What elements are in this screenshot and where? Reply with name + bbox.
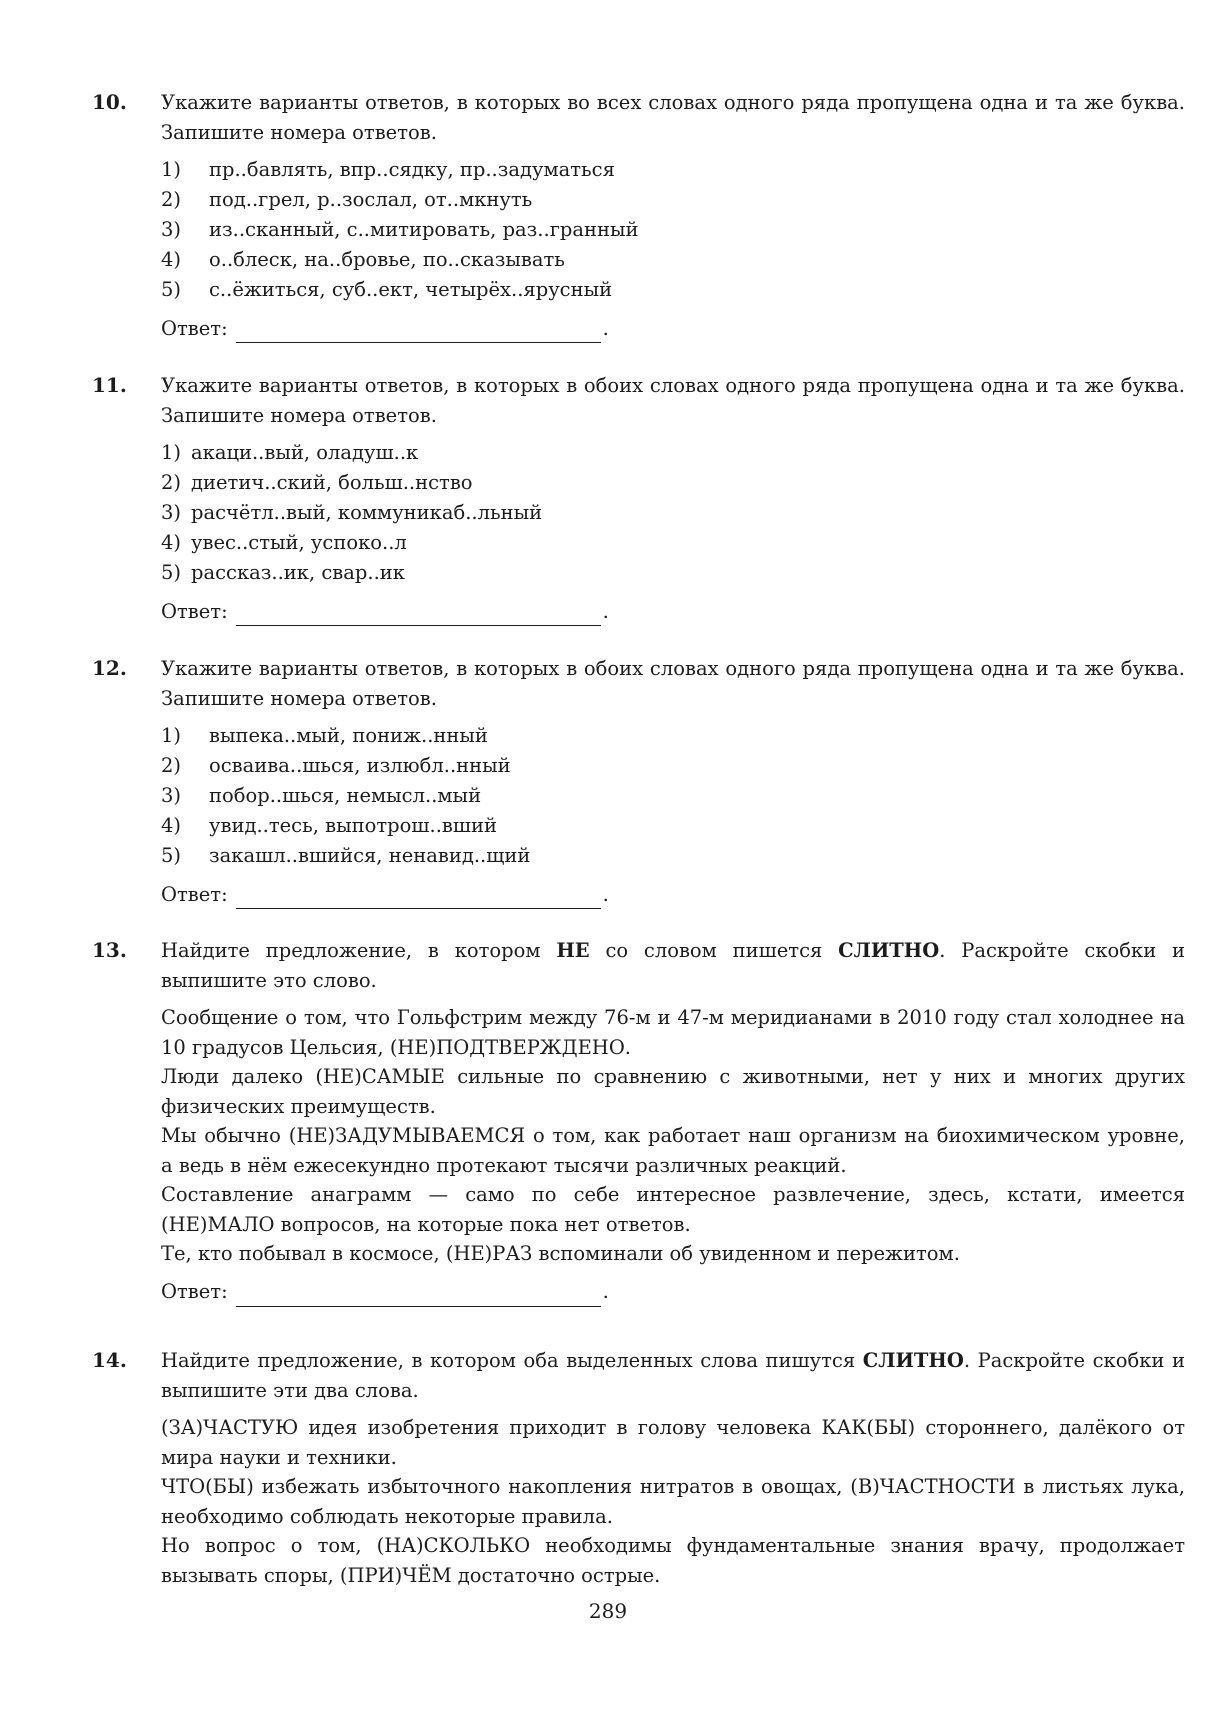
list-item: 4) увид..тесь, выпотрош..вший (161, 814, 497, 837)
list-item: 1) выпека..мый, пониж..нный (161, 724, 488, 747)
list-item: 3) побор..шься, немысл..мый (161, 784, 482, 807)
sentence: Люди далеко (НЕ)САМЫЕ сильные по сравнению с животными, нет у них и многих других физических преимуществ. (161, 1065, 1185, 1118)
task-question: Укажите варианты ответов, в которых в обоих словах одного ряда пропущена одна и та же буква. Запишите номера ответов. (161, 657, 1185, 710)
sentences-block (161, 1003, 1185, 1269)
sentence: Мы обычно (НЕ)ЗАДУМЫВАЕМСЯ о том, как работает наш организм на биохимическом уровне, а ведь в нём ежесекундно протекают тысячи различных реакций. (161, 1124, 1185, 1177)
task-number: 10. (92, 90, 127, 114)
sentences-block (161, 1413, 1185, 1590)
sentence: Но вопрос о том, (НА)СКОЛЬКО необходимы фундаментальные знания врачу, продолжает вызывать споры, (ПРИ)ЧЁМ достаточно острые. (161, 1534, 1185, 1587)
list-item: 4) о..блеск, на..бровье, по..сказывать (161, 248, 565, 271)
task-question: Найдите предложение, в котором оба выделенных слова пишутся СЛИТНО. Раскройте скобки и выпишите эти два слова. (161, 1349, 1185, 1402)
task-question: Найдите предложение, в котором НЕ со словом пишется СЛИТНО. Раскройте скобки и выпишите это слово. (161, 939, 1185, 992)
sentence: Те, кто побывал в космосе, (НЕ)РАЗ вспоминали об увиденном и пережитом. (161, 1242, 960, 1265)
task-question: Укажите варианты ответов, в которых в обоих словах одного ряда пропущена одна и та же буква. Запишите номера ответов. (161, 374, 1185, 427)
answer-field[interactable]: Ответ: . (161, 879, 1185, 909)
answer-label: Ответ: (161, 316, 228, 340)
list-item: 1) пр..бавлять, впр..сядку, пр..задуматься (161, 158, 615, 181)
answer-field[interactable]: Ответ: . (161, 1277, 1185, 1307)
task-number: 11. (92, 373, 127, 397)
task-number: 14. (92, 1348, 127, 1372)
list-item: 4) увес..стый, успоко..л (161, 531, 407, 554)
sentence: (ЗА)ЧАСТУЮ идея изобретения приходит в голову человека КАК(БЫ) стороннего, далёкого от мира науки и техники. (161, 1416, 1185, 1469)
list-item: 2) под..грел, р..зослал, от..мкнуть (161, 188, 533, 211)
task-question: Укажите варианты ответов, в которых во всех словах одного ряда пропущена одна и та же буква. Запишите номера ответов. (161, 91, 1185, 144)
sentence: Составление анаграмм — само по себе интересное развлечение, здесь, кстати, имеется (НЕ)МАЛО вопросов, на которые пока нет ответов. (161, 1183, 1185, 1236)
answer-label: Ответ: (161, 599, 228, 623)
page-number: 289 (588, 1599, 628, 1623)
list-item: 1) акаци..вый, оладуш..к (161, 441, 419, 464)
answer-field[interactable]: Ответ: . (161, 596, 1185, 626)
list-item: 2) осваива..шься, излюбл..нный (161, 754, 511, 777)
options-list (161, 155, 1185, 305)
sentence: Сообщение о том, что Гольфстрим между 76-м и 47-м меридианами в 2010 году стал холоднее на 10 градусов Цельсия, (НЕ)ПОДТВЕРЖДЕНО. (161, 1006, 1185, 1059)
answer-label: Ответ: (161, 1280, 228, 1303)
list-item: 5) закашл..вшийся, ненавид..щий (161, 844, 531, 867)
task-number: 12. (92, 656, 127, 680)
list-item: 5) рассказ..ик, свар..ик (161, 561, 405, 584)
list-item: 5) с..ёжиться, суб..ект, четырёх..ярусный (161, 278, 613, 301)
answer-line[interactable] (236, 1286, 601, 1307)
answer-label: Ответ: (161, 882, 228, 906)
sentence: ЧТО(БЫ) избежать избыточного накопления нитратов в овощах, (В)ЧАСТНОСТИ в листьях лука, необходимо соблюдать некоторые правила. (161, 1475, 1185, 1528)
options-list (161, 721, 1185, 871)
answer-field[interactable]: Ответ: . (161, 313, 1185, 343)
list-item: 3) расчётл..вый, коммуникаб..льный (161, 501, 543, 524)
answer-line[interactable] (236, 322, 601, 343)
list-item: 2) диетич..ский, больш..нство (161, 471, 473, 494)
options-list (161, 438, 1185, 588)
answer-line[interactable] (236, 605, 601, 626)
list-item: 3) из..сканный, с..митировать, раз..гранный (161, 218, 639, 241)
task-number: 13. (92, 938, 127, 962)
answer-line[interactable] (236, 888, 601, 909)
